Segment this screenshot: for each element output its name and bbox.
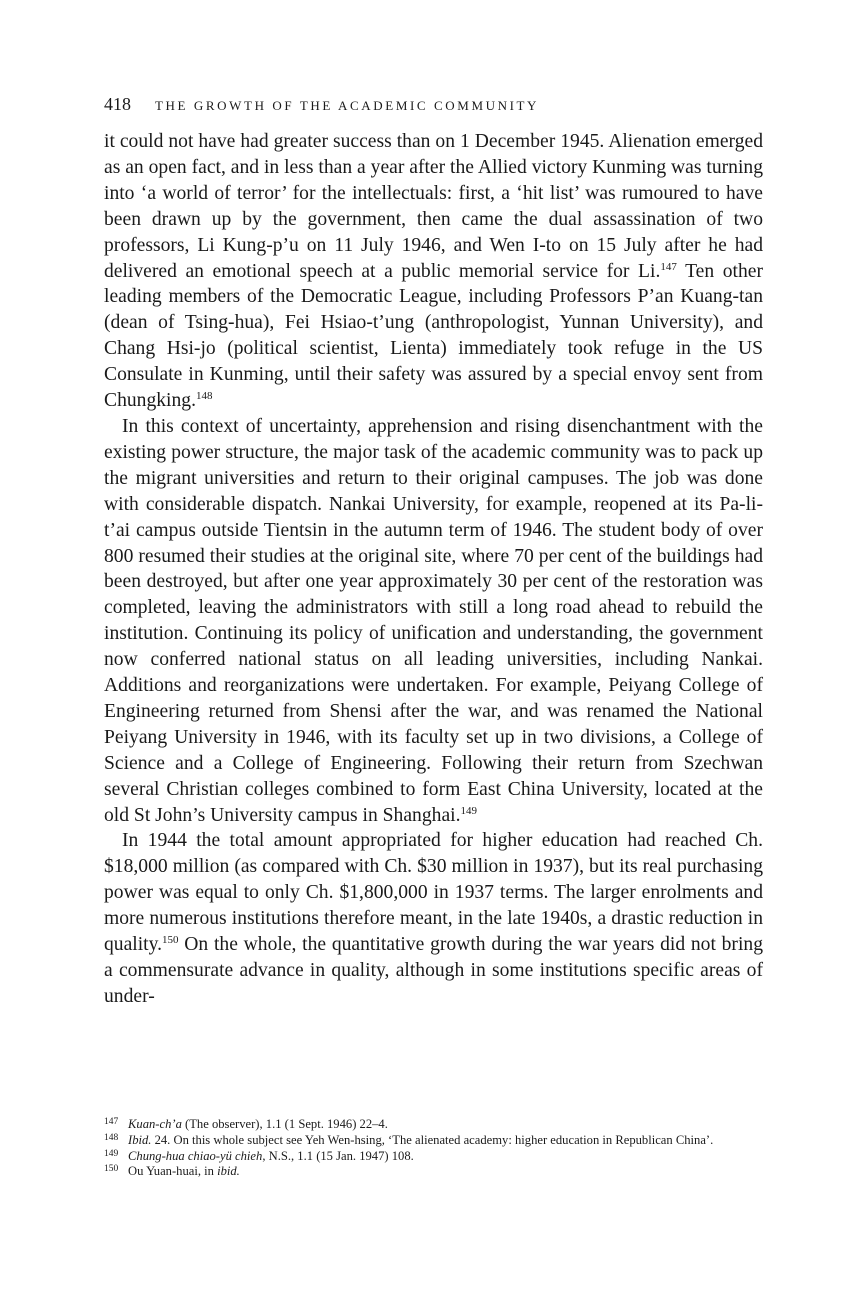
running-title: THE GROWTH OF THE ACADEMIC COMMUNITY [155,98,540,113]
paragraph-text: On the whole, the quantitative growth during the war years did not bring a commensurate advance in quality, although in some institutions specific areas of under- [104,934,763,1007]
footnote-ref-147: 147 [660,260,677,273]
footnote-text: Ou Yuan-huai, in [128,1164,218,1179]
paragraph-text: In 1944 the total amount appropriated for higher education had reached Ch. $18,000 million (as compared with Ch. $30 million in 1937), but its real purchasing power was equal to only Ch. $1,800,000 in 1937 terms. The larger enrolments and more numerous institutions therefore meant, in the late 1940s, a drastic reduction in quality. [104,830,763,956]
footnote-title: ibid. [217,1164,240,1179]
paragraph [104,828,763,1009]
footnote-title: Chung-hua chiao-yü chieh [128,1148,263,1163]
paragraph [104,414,763,829]
footnote-number: 150 [104,1164,119,1175]
footnote [104,1117,764,1133]
footnote [104,1133,764,1149]
body-text [104,129,763,1010]
paragraph [104,129,763,414]
footnote-title: Ibid. [128,1132,152,1147]
footnote-text: (The observer), 1.1 (1 Sept. 1946) 22–4. [181,1117,388,1131]
footnote [104,1149,764,1165]
footnote-title: Kuan-ch’a [128,1117,182,1131]
footnote-ref-148: 148 [196,390,213,403]
running-head [104,92,764,116]
footnote [104,1164,764,1180]
footnote-ref-149: 149 [460,804,477,817]
page-number: 418 [104,94,131,114]
paragraph-text: In this context of uncertainty, apprehension and rising disenchantment with the existing power structure, the major task of the academic community was to pack up the migrant universities and return to their original campuses. The job was done with considerable dispatch. Nankai University, for example, reopened at its Pa-li-t’ai campus outside Tientsin in the autumn term of 1946. The student body of over 800 resumed their studies at the original site, where 70 per cent of the buildings had been destroyed, but after one year approximately 30 per cent of the restoration was completed, leaving the administrators with still a long road ahead to rebuild the institution. Continuing its policy of unification and understanding, the government now conferred national status on all leading universities, including Nankai. Additions and reorganizations were undertaken. For example, Peiyang College of Engineering returned from Shensi after the war, and was renamed the National Peiyang University in 1946, with its faculty set up in two divisions, a College of Science and a College of Engineering. Following their return from Szechwan several Christian colleges combined to form East China University, located at the old St John’s University campus in Shanghai. [104,415,763,826]
footnote-ref-150: 150 [162,934,179,947]
footnotes [104,1117,764,1180]
footnote-number: 149 [104,1148,119,1159]
footnote-number: 147 [104,1117,119,1127]
paragraph-text: it could not have had greater success than on 1 December 1945. Alienation emerged as an open fact, and in less than a year after the Allied victory Kunming was turning into ‘a world of terror’ for the intellectuals: first, a ‘hit list’ was rumoured to have been drawn up by the government, then came the dual assassination of two professors, Li Kung-p’u on 11 July 1946, and Wen I-to on 15 July after he had delivered an emotional speech at a public memorial service for Li. [104,131,763,282]
footnote-text: , N.S., 1.1 (15 Jan. 1947) 108. [262,1148,414,1163]
paragraph-text: Ten other leading members of the Democratic League, including Professors P’an Kuang-tan (dean of Tsing-hua), Fei Hsiao-t’ung (anthropologist, Yunnan University), and Chang Hsi-jo (political scientist, Lienta) immediately took refuge in the US Consulate in Kunming, until their safety was assured by a special envoy sent from Chungking. [104,260,763,412]
footnote-number: 148 [104,1132,119,1143]
footnote-text: 24. On this whole subject see Yeh Wen-hsing, ‘The alienated academy: higher education in Republican China’. [151,1132,714,1147]
